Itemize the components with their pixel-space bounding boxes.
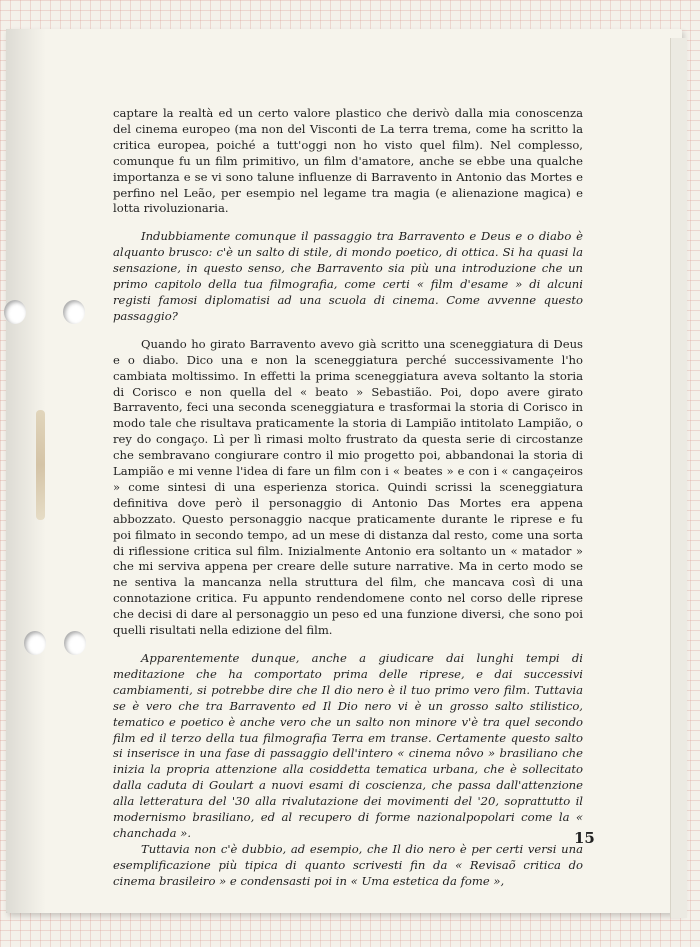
interviewer-question-3: Tuttavia non c'è dubbio, ad esempio, che Il dio nero è per certi versi una esemplificazione più tipica di quanto scrivesti fin da « Revisaõ critica do cinema brasileiro » e condensasti poi in « Uma estetica da fome »,	[113, 841, 583, 888]
interviewer-question-2: Apparentemente dunque, anche a giudicare dai lunghi tempi di meditazione che ha comportato prima delle riprese, e dai successivi cambiamenti, si potrebbe dire che Il dio nero è il tuo primo vero film. Tuttavia se è vero che tra Barravento ed Il Dio nero vi è un grosso salto stilistico, tematico e poetico è anche vero che un salto non minore v'è tra quel secondo film ed il terzo della tua filmografia Terra em transe. Certamente questo salto si inserisce in una fase di passaggio dell'intero « cinema nôvo » brasiliano che inizia la propria attenzione alla cosiddetta tematica urbana, che è sollecitato dalla caduta di Goulart a nuovi esami di coscienza, che passa dall'attenzione alla letteratura del '30 alla rivalutazione dei movimenti del '20, soprattutto il modernismo brasiliano, ed al recupero di forme nazionalpopolari come la « chanchada ».	[113, 651, 583, 840]
punch-hole-left-1	[4, 300, 26, 324]
paragraph-continuation: captare la realtà ed un certo valore plastico che derivò dalla mia conoscenza del cinema europeo (ma non del Visconti de La terra trema, come ha scritto la critica europea, poiché a tutt'oggi non ho visto quel film). Nel complesso, comunque fu un film primitivo, un film d'amatore, anche se ebbe una qualche importanza e se vi sono talune influenze di Barravento in Antonio das Mortes e perfino nel Leão, per esempio nel legame tra magia (e alienazione magica) e lotta rivoluzionaria.	[113, 106, 583, 216]
punch-hole-left-2	[24, 631, 46, 655]
answer-paragraph-1: Quando ho girato Barravento avevo già scritto una sceneggiatura di Deus e o diabo. Dico una e non la sceneggiatura perché successivamente l'ho cambiata moltissimo. In effetti la prima sceneggiatura aveva soltanto la storia di Corisco e non quella del « beato » Sebastião. Poi, dopo avere girato Barravento, feci una seconda sceneggiatura e trasformai la storia di Corisco in modo tale che risultava praticamente la storia di Lampião intitolato Lampião, o rey do congaço. Lì per lì rimasi molto frustrato da questa serie di circostanze che sembravano congiurare contro il mio progetto poi, abbandonai la storia di Lampião e mi venne l'idea di fare un film con i « beates » e con i « cangaçeiros » come sintesi di una esperienza storica. Quindi scrissi la sceneggiatura definitiva dove però il personaggio di Antonio Das Mortes era appena abbozzato. Questo personaggio nacque praticamente durante le riprese e fu poi filmato in secondo tempo, ad un mese di distanza dal resto, come una sorta di riflessione critica sul film. Inizialmente Antonio era soltanto un « matador » che mi serviva appena per creare delle suture narrative. Ma in certo modo se ne sentiva la mancanza nella struttura del film, che mancava così di una connotazione critica. Fu appunto rendendomene conto nel corso delle riprese che decisi di dare al personaggio un peso ed una funzione diversi, che sono poi quelli risultati nella edizione del film.	[113, 336, 583, 638]
interviewer-question-1: Indubbiamente comunque il passaggio tra Barravento e Deus e o diabo è alquanto brusco: c'è un salto di stile, di mondo poetico, di ottica. Si ha quasi la sensazione, in questo senso, che Barravento sia più una introduzione che un primo capitolo della tua filmografia, come certi « film d'esame » di alcuni registi famosi diplomatisi ad una scuola di cinema. Come avvenne questo passaggio?	[113, 229, 583, 323]
page-number: 15	[574, 829, 595, 847]
page-back-edge	[670, 38, 687, 918]
body-text	[113, 106, 583, 890]
punch-hole-right-1	[63, 300, 85, 324]
torn-binding-strip	[36, 410, 45, 520]
punch-hole-right-2	[64, 631, 86, 655]
